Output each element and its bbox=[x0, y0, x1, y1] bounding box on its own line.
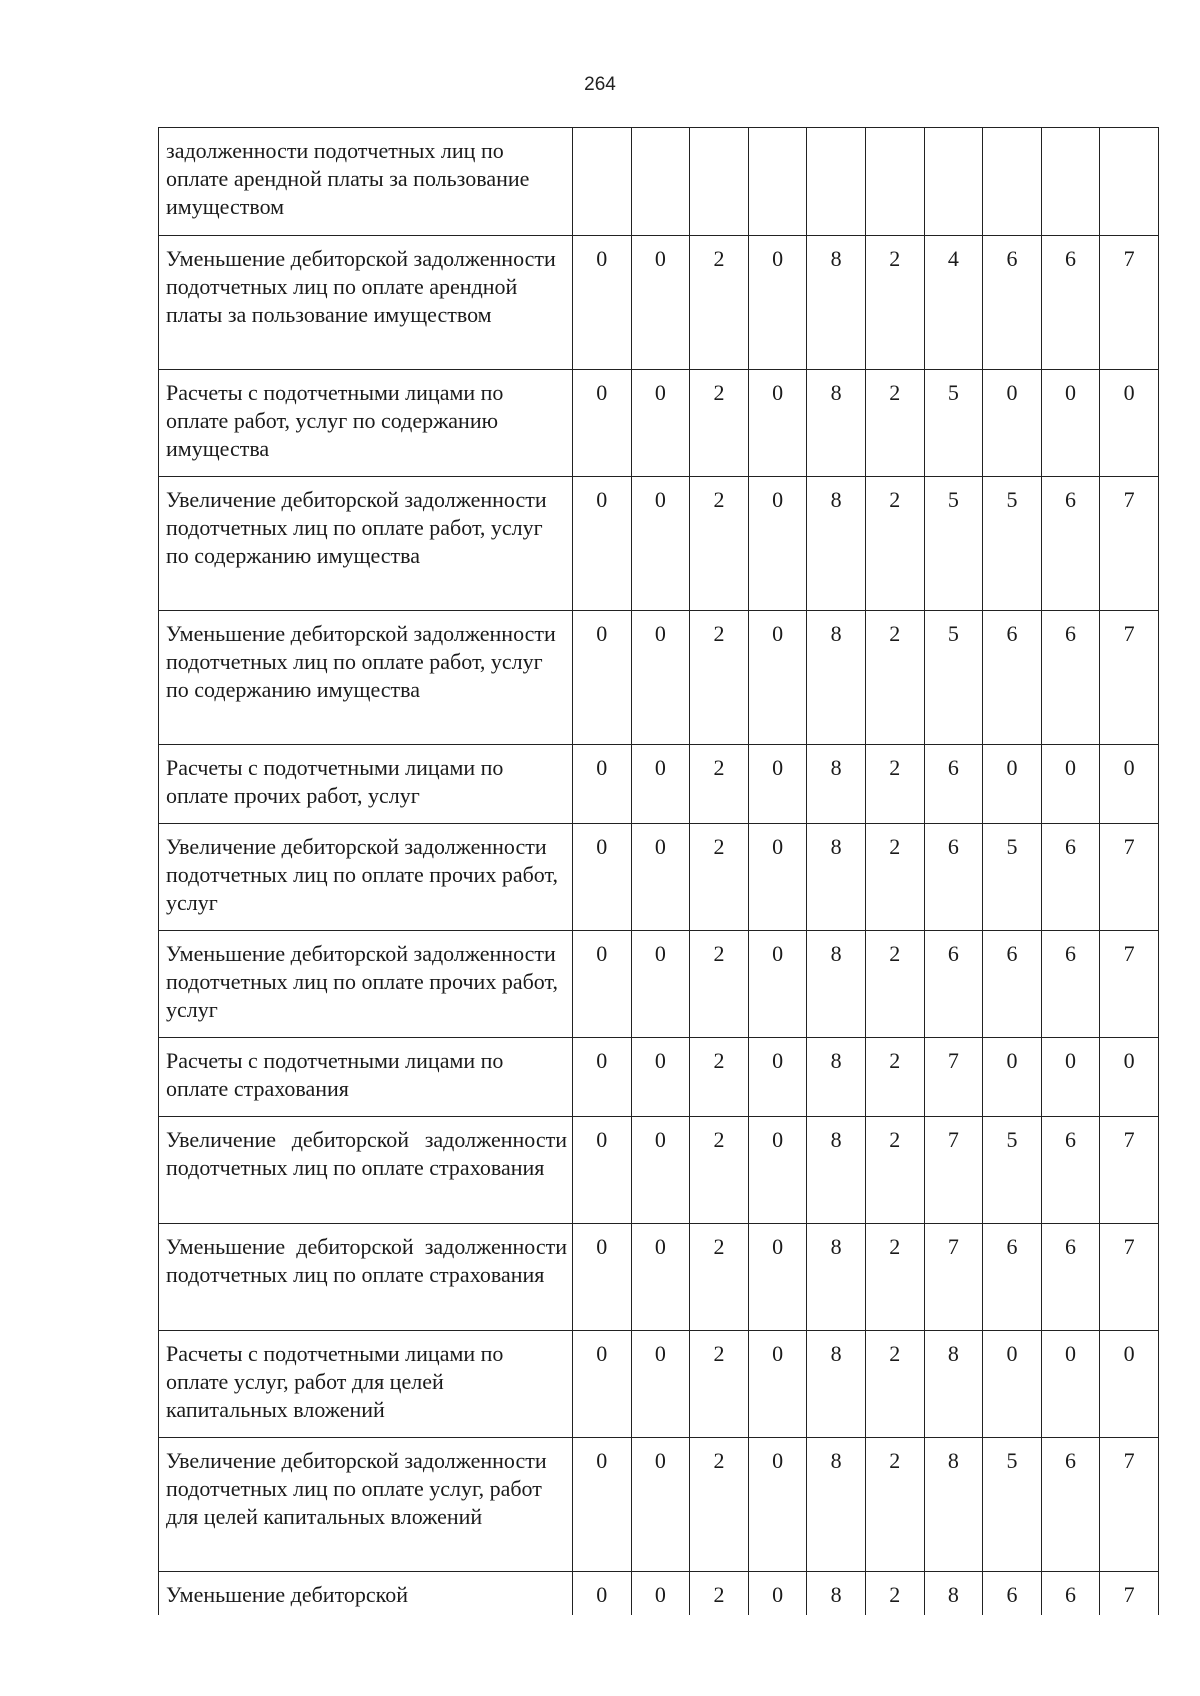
table-body bbox=[159, 128, 1159, 1616]
code-digit-cell: 6 bbox=[983, 1572, 1042, 1616]
row-description: Уменьшение дебиторской задолженности подотчетных лиц по оплате прочих работ, услуг bbox=[159, 931, 573, 1038]
table-row bbox=[159, 1224, 1159, 1331]
code-digit-cell: 0 bbox=[748, 1572, 807, 1616]
code-digit-cell: 0 bbox=[631, 1331, 690, 1438]
code-digit-cell: 7 bbox=[924, 1038, 983, 1117]
code-digit-cell: 7 bbox=[1100, 1572, 1159, 1616]
code-digit-cell: 2 bbox=[690, 1224, 749, 1331]
code-digit-cell bbox=[807, 128, 866, 236]
code-digit-cell: 0 bbox=[573, 1331, 632, 1438]
code-digit-cell bbox=[1041, 128, 1100, 236]
code-digit-cell: 8 bbox=[807, 236, 866, 370]
code-digit-cell: 0 bbox=[983, 370, 1042, 477]
code-digit-cell: 0 bbox=[573, 236, 632, 370]
code-digit-cell: 6 bbox=[1041, 1117, 1100, 1224]
code-digit-cell: 0 bbox=[631, 611, 690, 745]
code-digit-cell: 2 bbox=[865, 824, 924, 931]
code-digit-cell: 8 bbox=[807, 1331, 866, 1438]
code-digit-cell: 0 bbox=[748, 745, 807, 824]
row-description: Уменьшение дебиторской задолженности подотчетных лиц по оплате страхования bbox=[159, 1224, 573, 1331]
code-digit-cell: 6 bbox=[1041, 824, 1100, 931]
code-digit-cell: 2 bbox=[690, 1438, 749, 1572]
code-digit-cell: 2 bbox=[690, 1572, 749, 1616]
code-digit-cell: 0 bbox=[573, 1572, 632, 1616]
code-digit-cell: 8 bbox=[807, 824, 866, 931]
code-digit-cell: 7 bbox=[1100, 236, 1159, 370]
code-digit-cell: 8 bbox=[807, 1038, 866, 1117]
code-digit-cell: 6 bbox=[1041, 611, 1100, 745]
code-digit-cell: 0 bbox=[748, 477, 807, 611]
code-digit-cell: 2 bbox=[865, 477, 924, 611]
code-digit-cell: 2 bbox=[690, 477, 749, 611]
code-digit-cell: 0 bbox=[573, 1117, 632, 1224]
code-digit-cell: 0 bbox=[573, 1438, 632, 1572]
code-digit-cell: 2 bbox=[865, 370, 924, 477]
code-digit-cell: 8 bbox=[807, 477, 866, 611]
code-digit-cell bbox=[748, 128, 807, 236]
code-digit-cell: 0 bbox=[573, 931, 632, 1038]
code-digit-cell: 0 bbox=[1100, 1038, 1159, 1117]
code-digit-cell: 0 bbox=[631, 1117, 690, 1224]
row-description: Расчеты с подотчетными лицами по оплате услуг, работ для целей капитальных вложений bbox=[159, 1331, 573, 1438]
row-description: задолженности подотчетных лиц по оплате арендной платы за пользование имуществом bbox=[159, 128, 573, 236]
code-digit-cell: 0 bbox=[573, 745, 632, 824]
code-digit-cell: 0 bbox=[983, 1038, 1042, 1117]
code-digit-cell: 0 bbox=[631, 236, 690, 370]
code-digit-cell: 0 bbox=[748, 1038, 807, 1117]
table-row bbox=[159, 745, 1159, 824]
code-digit-cell: 0 bbox=[1041, 745, 1100, 824]
table-row bbox=[159, 477, 1159, 611]
code-digit-cell: 6 bbox=[924, 931, 983, 1038]
code-digit-cell: 2 bbox=[865, 1117, 924, 1224]
code-digit-cell bbox=[631, 128, 690, 236]
code-digit-cell: 7 bbox=[924, 1224, 983, 1331]
code-digit-cell: 7 bbox=[1100, 477, 1159, 611]
code-digit-cell: 7 bbox=[924, 1117, 983, 1224]
code-digit-cell: 6 bbox=[924, 745, 983, 824]
code-digit-cell bbox=[690, 128, 749, 236]
code-digit-cell: 2 bbox=[865, 1438, 924, 1572]
code-digit-cell: 5 bbox=[983, 477, 1042, 611]
code-digit-cell: 2 bbox=[865, 1224, 924, 1331]
code-digit-cell bbox=[1100, 128, 1159, 236]
table-row bbox=[159, 1331, 1159, 1438]
code-digit-cell: 8 bbox=[924, 1572, 983, 1616]
code-digit-cell: 0 bbox=[983, 1331, 1042, 1438]
row-description: Расчеты с подотчетными лицами по оплате прочих работ, услуг bbox=[159, 745, 573, 824]
code-digit-cell: 0 bbox=[631, 370, 690, 477]
table-row bbox=[159, 931, 1159, 1038]
code-digit-cell: 5 bbox=[924, 370, 983, 477]
code-digit-cell bbox=[865, 128, 924, 236]
code-digit-cell: 7 bbox=[1100, 931, 1159, 1038]
code-digit-cell: 6 bbox=[983, 236, 1042, 370]
code-digit-cell: 4 bbox=[924, 236, 983, 370]
code-digit-cell: 0 bbox=[631, 931, 690, 1038]
code-digit-cell: 2 bbox=[690, 1331, 749, 1438]
code-digit-cell: 0 bbox=[573, 477, 632, 611]
table-row bbox=[159, 128, 1159, 236]
row-description: Увеличение дебиторской задолженности подотчетных лиц по оплате прочих работ, услуг bbox=[159, 824, 573, 931]
code-digit-cell: 0 bbox=[573, 611, 632, 745]
code-digit-cell: 2 bbox=[865, 1572, 924, 1616]
code-digit-cell: 2 bbox=[865, 745, 924, 824]
code-digit-cell: 5 bbox=[924, 611, 983, 745]
code-digit-cell: 8 bbox=[807, 1572, 866, 1616]
code-digit-cell: 6 bbox=[1041, 1224, 1100, 1331]
code-digit-cell: 6 bbox=[1041, 236, 1100, 370]
code-digit-cell: 2 bbox=[865, 611, 924, 745]
code-digit-cell: 2 bbox=[865, 1038, 924, 1117]
code-digit-cell: 0 bbox=[631, 477, 690, 611]
code-digit-cell: 0 bbox=[748, 931, 807, 1038]
table-row bbox=[159, 1572, 1159, 1616]
account-codes-table bbox=[158, 127, 1159, 1615]
code-digit-cell: 8 bbox=[807, 1224, 866, 1331]
code-digit-cell: 6 bbox=[1041, 931, 1100, 1038]
row-description: Уменьшение дебиторской bbox=[159, 1572, 573, 1616]
code-digit-cell: 5 bbox=[924, 477, 983, 611]
code-digit-cell: 0 bbox=[1041, 1038, 1100, 1117]
table-row bbox=[159, 236, 1159, 370]
code-digit-cell: 0 bbox=[631, 1438, 690, 1572]
code-digit-cell: 6 bbox=[983, 611, 1042, 745]
code-digit-cell: 2 bbox=[865, 931, 924, 1038]
code-digit-cell: 0 bbox=[1041, 370, 1100, 477]
code-digit-cell: 6 bbox=[983, 1224, 1042, 1331]
code-digit-cell: 0 bbox=[748, 1438, 807, 1572]
code-digit-cell: 0 bbox=[748, 1224, 807, 1331]
code-digit-cell: 7 bbox=[1100, 1117, 1159, 1224]
code-digit-cell: 0 bbox=[748, 1117, 807, 1224]
code-digit-cell: 6 bbox=[983, 931, 1042, 1038]
code-digit-cell: 6 bbox=[1041, 477, 1100, 611]
code-digit-cell: 0 bbox=[748, 236, 807, 370]
row-description: Уменьшение дебиторской задолженности подотчетных лиц по оплате арендной платы за пользование имуществом bbox=[159, 236, 573, 370]
code-digit-cell: 0 bbox=[748, 1331, 807, 1438]
code-digit-cell: 2 bbox=[690, 745, 749, 824]
code-digit-cell: 6 bbox=[1041, 1572, 1100, 1616]
code-digit-cell: 0 bbox=[1100, 370, 1159, 477]
code-digit-cell: 8 bbox=[807, 1117, 866, 1224]
code-digit-cell: 0 bbox=[631, 824, 690, 931]
code-digit-cell: 8 bbox=[924, 1331, 983, 1438]
code-digit-cell: 2 bbox=[690, 824, 749, 931]
code-digit-cell: 0 bbox=[748, 370, 807, 477]
code-digit-cell: 2 bbox=[690, 611, 749, 745]
code-digit-cell: 2 bbox=[690, 236, 749, 370]
code-digit-cell: 8 bbox=[924, 1438, 983, 1572]
code-digit-cell: 0 bbox=[631, 1224, 690, 1331]
code-digit-cell: 7 bbox=[1100, 1438, 1159, 1572]
page-number: 264 bbox=[584, 74, 616, 95]
code-digit-cell: 0 bbox=[631, 1572, 690, 1616]
code-digit-cell: 0 bbox=[631, 745, 690, 824]
code-digit-cell: 6 bbox=[1041, 1438, 1100, 1572]
code-digit-cell: 0 bbox=[631, 1038, 690, 1117]
code-digit-cell: 0 bbox=[573, 370, 632, 477]
code-digit-cell: 5 bbox=[983, 1117, 1042, 1224]
code-digit-cell: 5 bbox=[983, 1438, 1042, 1572]
code-digit-cell: 7 bbox=[1100, 611, 1159, 745]
row-description: Расчеты с подотчетными лицами по оплате страхования bbox=[159, 1038, 573, 1117]
code-digit-cell bbox=[573, 128, 632, 236]
table-row bbox=[159, 824, 1159, 931]
code-digit-cell: 0 bbox=[573, 1038, 632, 1117]
code-digit-cell: 0 bbox=[573, 1224, 632, 1331]
code-digit-cell: 2 bbox=[865, 1331, 924, 1438]
row-description: Увеличение дебиторской задолженности подотчетных лиц по оплате страхования bbox=[159, 1117, 573, 1224]
table-row bbox=[159, 611, 1159, 745]
code-digit-cell: 7 bbox=[1100, 1224, 1159, 1331]
code-digit-cell: 5 bbox=[983, 824, 1042, 931]
table-row bbox=[159, 370, 1159, 477]
code-digit-cell: 0 bbox=[1041, 1331, 1100, 1438]
code-digit-cell: 0 bbox=[983, 745, 1042, 824]
code-digit-cell: 7 bbox=[1100, 824, 1159, 931]
row-description: Увеличение дебиторской задолженности подотчетных лиц по оплате работ, услуг по содержанию имущества bbox=[159, 477, 573, 611]
code-digit-cell: 0 bbox=[748, 824, 807, 931]
code-digit-cell bbox=[983, 128, 1042, 236]
code-digit-cell: 0 bbox=[1100, 745, 1159, 824]
table-row bbox=[159, 1117, 1159, 1224]
code-digit-cell: 2 bbox=[865, 236, 924, 370]
code-digit-cell: 6 bbox=[924, 824, 983, 931]
code-digit-cell: 2 bbox=[690, 370, 749, 477]
row-description: Уменьшение дебиторской задолженности подотчетных лиц по оплате работ, услуг по содержанию имущества bbox=[159, 611, 573, 745]
code-digit-cell: 0 bbox=[748, 611, 807, 745]
row-description: Увеличение дебиторской задолженности подотчетных лиц по оплате услуг, работ для целей капитальных вложений bbox=[159, 1438, 573, 1572]
code-digit-cell: 2 bbox=[690, 1117, 749, 1224]
code-digit-cell: 0 bbox=[573, 824, 632, 931]
code-digit-cell: 8 bbox=[807, 931, 866, 1038]
code-digit-cell: 8 bbox=[807, 611, 866, 745]
code-digit-cell: 8 bbox=[807, 745, 866, 824]
code-digit-cell: 2 bbox=[690, 1038, 749, 1117]
row-description: Расчеты с подотчетными лицами по оплате работ, услуг по содержанию имущества bbox=[159, 370, 573, 477]
table-row bbox=[159, 1038, 1159, 1117]
code-digit-cell: 0 bbox=[1100, 1331, 1159, 1438]
code-digit-cell: 8 bbox=[807, 370, 866, 477]
code-digit-cell bbox=[924, 128, 983, 236]
table-row bbox=[159, 1438, 1159, 1572]
code-digit-cell: 2 bbox=[690, 931, 749, 1038]
code-digit-cell: 8 bbox=[807, 1438, 866, 1572]
